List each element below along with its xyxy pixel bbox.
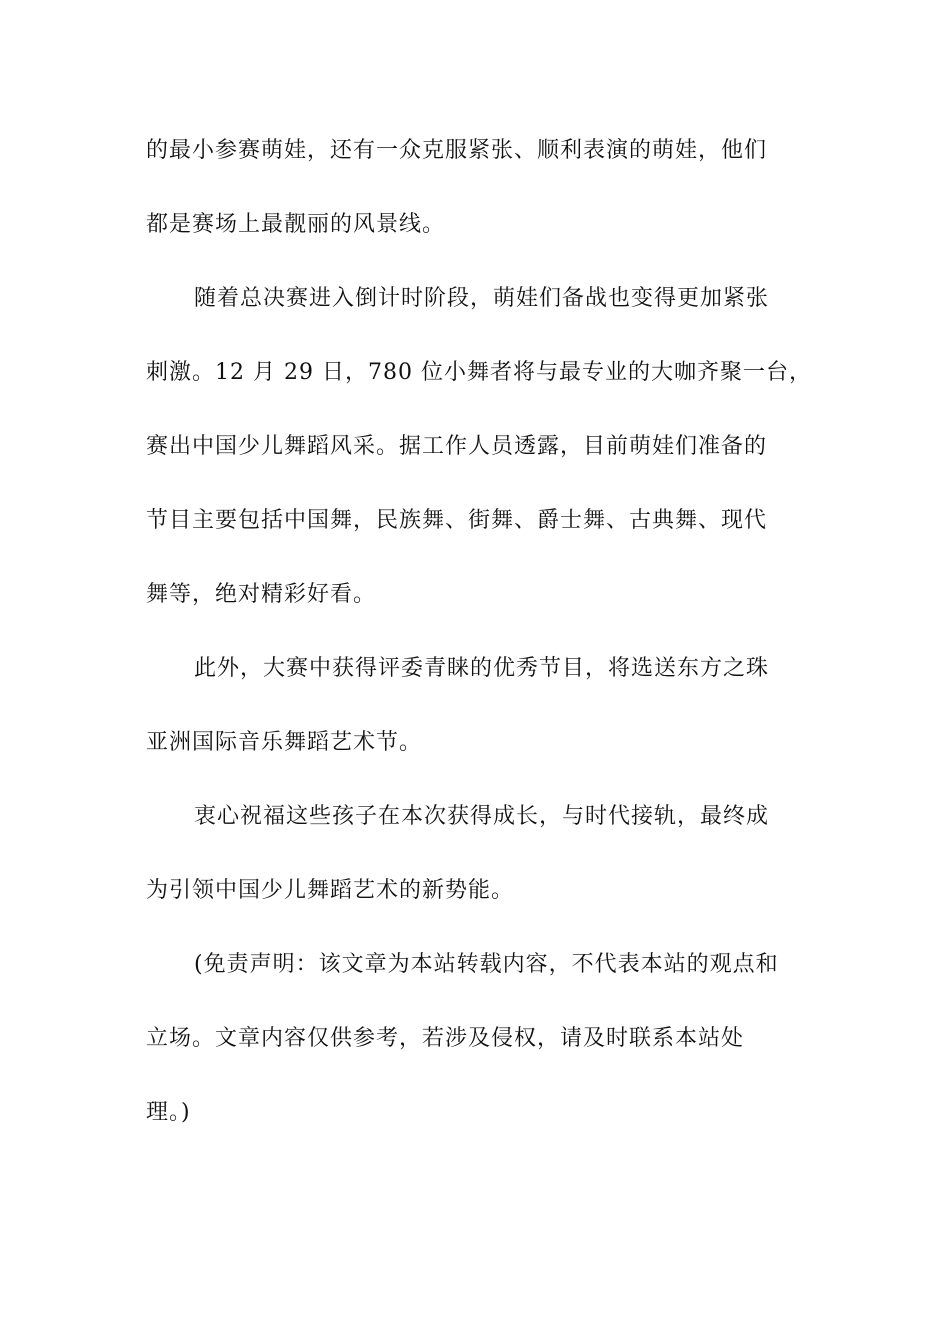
text-line: (免责声明：该文章为本站转载内容，不代表本站的观点和 [194, 952, 779, 977]
text-line: 立场。文章内容仅供参考，若涉及侵权，请及时联系本站处 [146, 1026, 745, 1051]
paragraph-1 [146, 127, 806, 249]
text-line: 理。) [146, 1100, 191, 1125]
text-line: 的最小参赛萌娃，还有一众克服紧张、顺利表演的萌娃，他们 [146, 138, 768, 163]
paragraph-2 [146, 275, 812, 619]
text-line: 为引领中国少儿舞蹈艺术的新势能。 [146, 878, 515, 903]
text-line: 舞等，绝对精彩好看。 [146, 582, 377, 607]
text-line: 都是赛场上最靓丽的风景线。 [146, 212, 446, 237]
text-line: 赛出中国少儿舞蹈风采。据工作人员透露，目前萌娃们准备的 [146, 434, 768, 459]
paragraph-4 [146, 793, 806, 915]
text-line: 随着总决赛进入倒计时阶段，萌娃们备战也变得更加紧张 [194, 286, 770, 311]
text-line: 衷心祝福这些孩子在本次获得成长，与时代接轨，最终成 [194, 804, 770, 829]
text-line: 节目主要包括中国舞，民族舞、街舞、爵士舞、古典舞、现代 [146, 508, 768, 533]
disclaimer-paragraph [146, 941, 806, 1137]
article-body [146, 127, 812, 1163]
text-line: 亚洲国际音乐舞蹈艺术节。 [146, 730, 423, 755]
text-line: 刺激。12 月 29 日，780 位小舞者将与最专业的大咖齐聚一台， [146, 360, 812, 385]
paragraph-3 [146, 645, 806, 767]
text-line: 此外，大赛中获得评委青睐的优秀节目，将选送东方之珠 [194, 656, 770, 681]
